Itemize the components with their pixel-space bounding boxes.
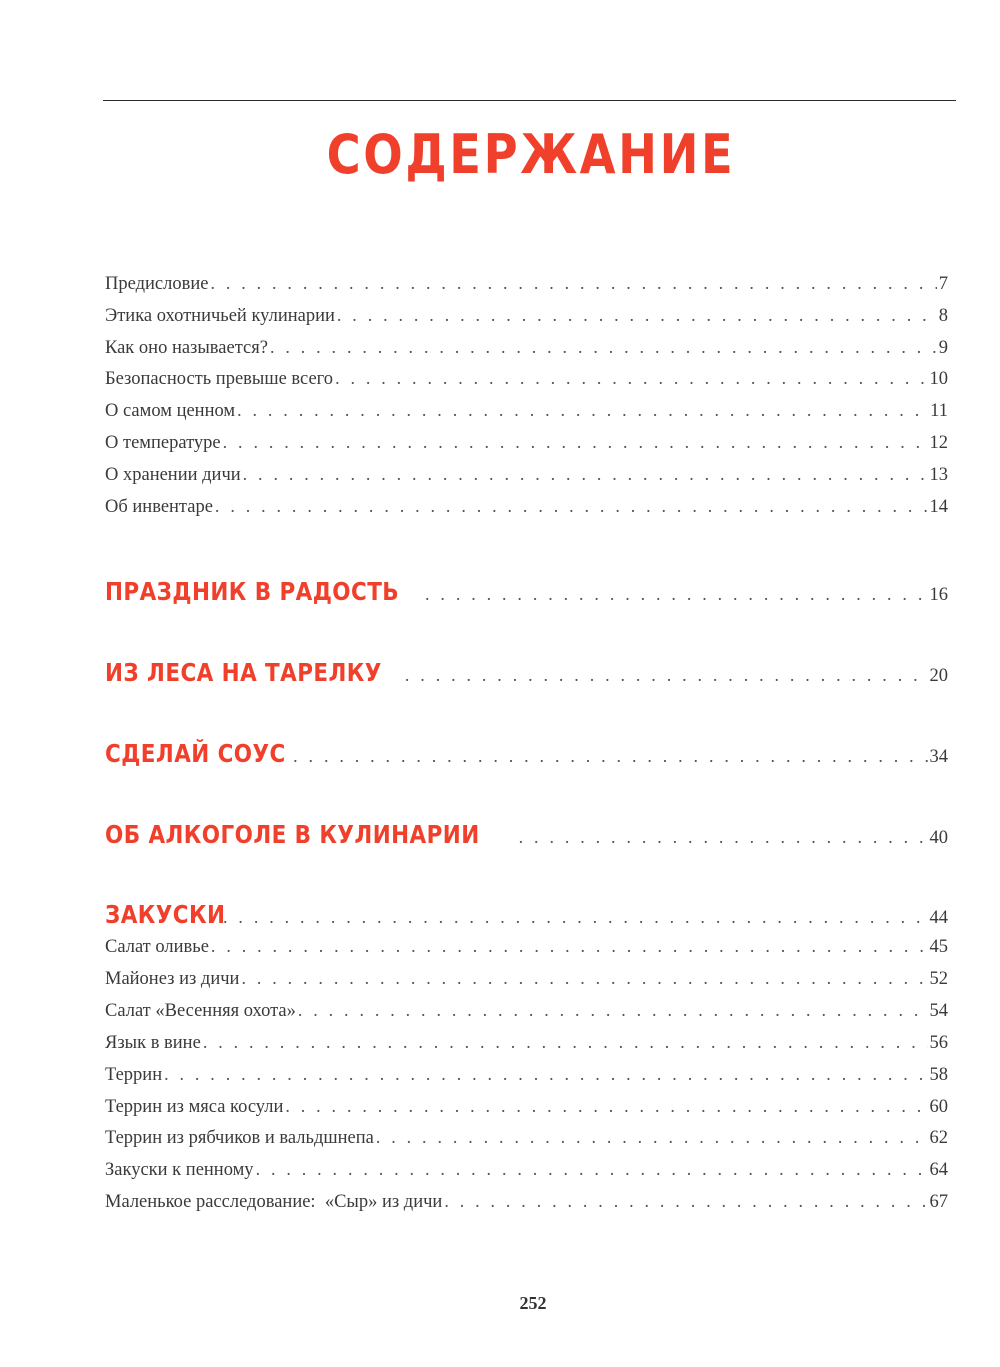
toc-page-number: 64 [929, 1160, 948, 1180]
dot-leader [256, 1159, 928, 1180]
toc-entry-label: Маленькое расследование: «Сыр» из дичи [105, 1192, 443, 1212]
toc-section-label: ЗАКУСКИ [105, 900, 226, 929]
toc-page-number: 58 [929, 1065, 948, 1085]
toc-page-number: 34 [929, 747, 948, 767]
toc-entry-label: Об инвентаре [105, 497, 213, 517]
toc-page-number: 54 [929, 1001, 948, 1021]
toc-section-forest[interactable] [105, 658, 948, 687]
toc-entry-label: Предисловие [105, 274, 209, 294]
toc-entry-label: Язык в вине [105, 1033, 201, 1053]
toc-page-number: 45 [929, 937, 948, 957]
toc-section-alcohol[interactable] [105, 820, 948, 849]
toc-entry-mayonnaise[interactable] [105, 968, 948, 990]
dot-leader [270, 337, 937, 358]
toc-page-number: 62 [929, 1128, 948, 1148]
dot-leader [223, 907, 927, 928]
toc-page-number: 20 [929, 666, 948, 686]
dot-leader [293, 746, 927, 767]
toc-entry-valuable[interactable] [105, 400, 948, 422]
toc-section-label: ОБ АЛКОГОЛЕ В КУЛИНАРИИ [105, 820, 480, 849]
toc-page-number: 12 [929, 433, 948, 453]
toc-entry-label: О самом ценном [105, 401, 236, 421]
toc-page-number: 8 [938, 306, 948, 326]
toc-entry-label: Майонез из дичи [105, 969, 240, 989]
toc-entry-label: Террин из рябчиков и вальдшнепа [105, 1128, 374, 1148]
dot-leader [237, 400, 928, 421]
toc-entry-label: О хранении дичи [105, 465, 241, 485]
toc-entry-tongue[interactable] [105, 1032, 948, 1054]
toc-page-number: 56 [929, 1033, 948, 1053]
toc-entry-storage[interactable] [105, 464, 948, 486]
toc-page-number: 10 [929, 369, 948, 389]
toc-section-label: ПРАЗДНИК В РАДОСТЬ [105, 577, 400, 606]
toc-entry-label: О температуре [105, 433, 221, 453]
toc-section-snacks[interactable] [105, 900, 948, 929]
dot-leader [298, 1000, 928, 1021]
dot-leader [519, 827, 928, 848]
toc-page-number: 44 [929, 908, 948, 928]
dot-leader [337, 305, 937, 326]
toc-section-label: СДЕЛАЙ СОУС [105, 739, 286, 768]
toc-entry-equipment[interactable] [105, 496, 948, 518]
toc-entry-ethics[interactable] [105, 305, 948, 327]
toc-entry-grouse-terrine[interactable] [105, 1127, 948, 1149]
toc-page-number: 11 [930, 401, 948, 421]
dot-leader [211, 936, 928, 957]
top-rule [103, 100, 956, 101]
toc-page-number: 7 [938, 274, 948, 294]
toc-page-number: 9 [938, 338, 948, 358]
dot-leader [164, 1064, 927, 1085]
page-number: 252 [519, 1293, 547, 1313]
dot-leader [243, 464, 928, 485]
toc-entry-preface[interactable] [105, 273, 948, 295]
toc-page-number: 14 [929, 497, 948, 517]
toc-entry-roe-terrine[interactable] [105, 1096, 948, 1118]
toc-page-number: 40 [929, 828, 948, 848]
dot-leader [215, 496, 928, 517]
toc-section-sauce[interactable] [105, 739, 948, 768]
toc-page-number: 13 [929, 465, 948, 485]
toc-entry-label: Террин из мяса косули [105, 1097, 284, 1117]
page-title: СОДЕРЖАНИЕ [326, 123, 736, 186]
toc-entry-label: Салат оливье [105, 937, 209, 957]
dot-leader [335, 368, 927, 389]
dot-leader [425, 584, 927, 605]
dot-leader [405, 665, 928, 686]
toc-entry-label: Этика охотничьей кулинарии [105, 306, 335, 326]
toc-page-number: 67 [929, 1192, 948, 1212]
toc-entry-label: Салат «Весенняя охота» [105, 1001, 296, 1021]
toc-entry-label: Безопасность превыше всего [105, 369, 334, 389]
dot-leader [241, 968, 927, 989]
toc-entry-label: Как оно называется? [105, 338, 268, 358]
toc-entry-temperature[interactable] [105, 432, 948, 454]
toc-entry-naming[interactable] [105, 337, 948, 359]
toc-page-number: 52 [929, 969, 948, 989]
toc-section-label: ИЗ ЛЕСА НА ТАРЕЛКУ [105, 658, 382, 687]
toc-page-number: 60 [929, 1097, 948, 1117]
toc-entry-label: Террин [105, 1065, 163, 1085]
toc-entry-label: Закуски к пенному [105, 1160, 254, 1180]
toc-entry-olivier[interactable] [105, 936, 948, 958]
dot-leader [223, 432, 928, 453]
toc-entry-game-cheese[interactable] [105, 1191, 948, 1213]
dot-leader [285, 1096, 927, 1117]
dot-leader [210, 273, 936, 294]
dot-leader [376, 1127, 928, 1148]
dot-leader [444, 1191, 927, 1212]
dot-leader [203, 1032, 928, 1053]
toc-entry-beer-snacks[interactable] [105, 1159, 948, 1181]
toc-entry-terrine[interactable] [105, 1064, 948, 1086]
toc-entry-spring-salad[interactable] [105, 1000, 948, 1022]
toc-section-holiday[interactable] [105, 577, 948, 606]
toc-page-number: 16 [929, 585, 948, 605]
toc-entry-safety[interactable] [105, 368, 948, 390]
